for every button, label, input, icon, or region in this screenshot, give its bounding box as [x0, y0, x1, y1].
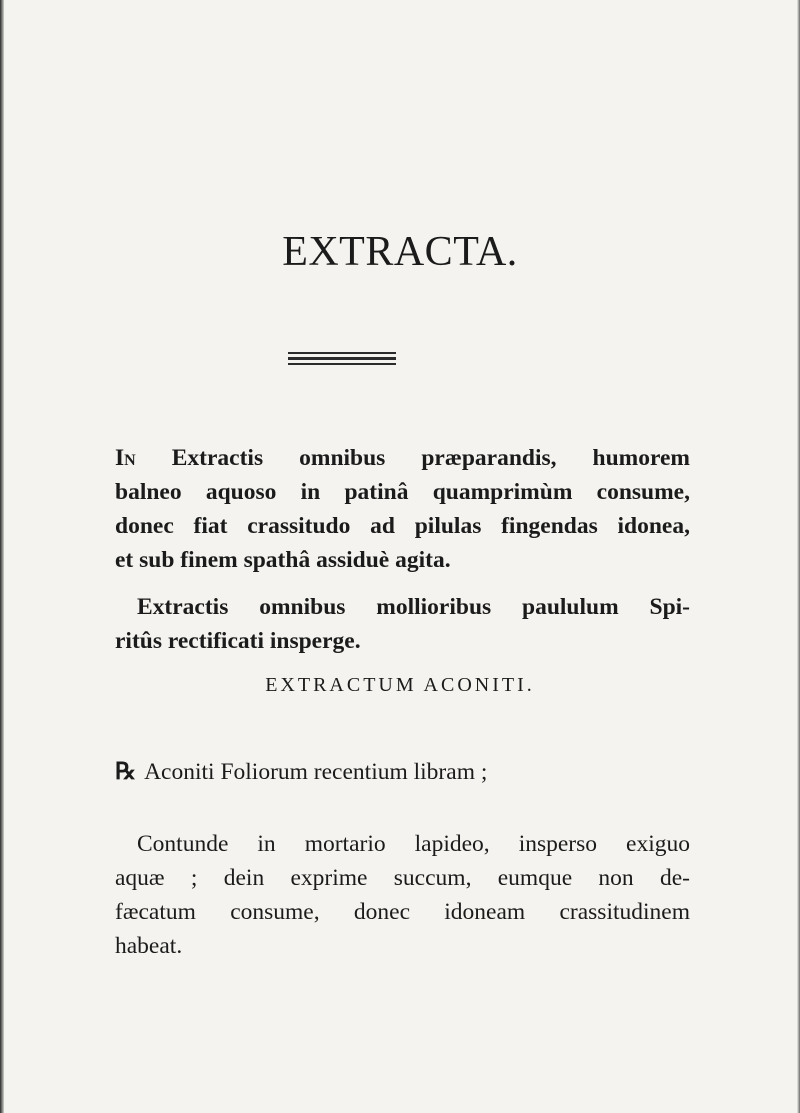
recipe-text: Aconiti Foliorum recentium libram ; [144, 759, 488, 785]
text-line: balneo aquoso in patinâ quamprimùm consume, [115, 479, 690, 505]
text-line: et sub finem spathâ assiduè agita. [115, 547, 451, 573]
text-line: fæcatum consume, donec idoneam crassitudinem [115, 899, 690, 925]
section-heading: EXTRACTUM ACONITI. [265, 674, 535, 696]
text-line: Contunde in mortario lapideo, insperso exiguo [137, 831, 690, 857]
decorative-rule-bottom [288, 363, 396, 365]
decorative-rule-middle [288, 357, 396, 360]
paragraph-soft-extracts [115, 590, 690, 658]
decorative-rule-top [288, 352, 396, 354]
text-line [115, 755, 690, 789]
page-edge-left [0, 0, 4, 1113]
text-line: habeat. [115, 933, 183, 959]
text-line [115, 441, 690, 475]
recipe-symbol: ℞ [115, 759, 137, 785]
page-title: EXTRACTA. [282, 229, 518, 275]
recipe-line [115, 755, 690, 789]
lead-word: In [115, 445, 136, 471]
text-line: donec fiat crassitudo ad pilulas fingendas idonea, [115, 513, 690, 539]
text-line: aquæ ; dein exprime succum, eumque non de- [115, 865, 690, 891]
line-text: Extractis omnibus præparandis, humorem [171, 445, 690, 471]
paragraph-preparation [115, 827, 690, 963]
text-line: Extractis omnibus mollioribus paululum Spi- [137, 594, 690, 620]
paragraph-extraction-instructions [115, 441, 690, 577]
text-line: ritûs rectificati insperge. [115, 628, 361, 654]
